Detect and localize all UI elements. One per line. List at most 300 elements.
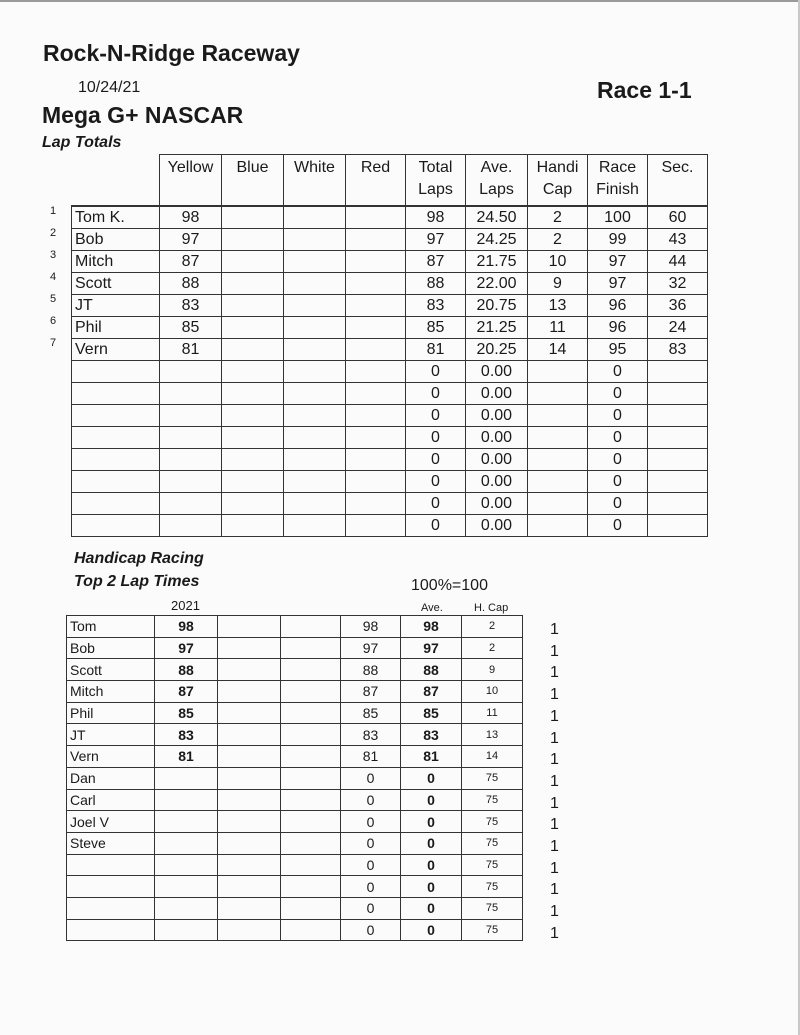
lap-totals-row	[72, 493, 708, 515]
hc-cell-hcap: 75	[462, 919, 523, 941]
hc-cell-lap: 0	[341, 767, 401, 789]
cell-sec	[648, 471, 708, 493]
lap-totals-row	[72, 273, 708, 295]
cell-finish: 95	[588, 339, 648, 361]
lap-totals-row	[72, 471, 708, 493]
hc-cell-lap: 97	[341, 637, 401, 659]
hc-cell-c4	[281, 746, 341, 768]
race-flag: 1	[550, 621, 559, 638]
hc-cell-hcap: 75	[462, 811, 523, 833]
cell-sec	[648, 515, 708, 537]
hc-cell-c3	[218, 724, 281, 746]
cell-finish: 0	[588, 515, 648, 537]
cell-total: 0	[406, 449, 466, 471]
cell-yellow	[160, 405, 222, 427]
hc-cell-best	[155, 832, 218, 854]
hc-cell-ave: 0	[401, 789, 462, 811]
cell-ave: 0.00	[466, 471, 528, 493]
hc-cell-c3	[218, 832, 281, 854]
cell-handicap	[528, 471, 588, 493]
cell-white	[284, 405, 346, 427]
cell-total: 98	[406, 206, 466, 229]
header-yellow: Yellow	[160, 155, 222, 207]
cell-handicap	[528, 427, 588, 449]
cell-ave: 0.00	[466, 383, 528, 405]
race-number: Race 1-1	[597, 77, 692, 103]
header-total-laps: Total Laps	[406, 155, 466, 207]
cell-blue	[222, 251, 284, 273]
hc-cell-c3	[218, 919, 281, 941]
handicap-row	[67, 637, 523, 659]
cell-white	[284, 361, 346, 383]
cell-finish: 0	[588, 449, 648, 471]
hc-cell-best	[155, 897, 218, 919]
hc-cell-best: 87	[155, 681, 218, 703]
header-white: White	[284, 155, 346, 207]
cell-finish: 96	[588, 317, 648, 339]
hc-cell-best: 85	[155, 702, 218, 724]
cell-yellow	[160, 449, 222, 471]
hc-cell-c4	[281, 681, 341, 703]
cell-blue	[222, 471, 284, 493]
hc-cell-hcap: 13	[462, 724, 523, 746]
cell-name: Phil	[72, 317, 160, 339]
cell-sec	[648, 493, 708, 515]
cell-blue	[222, 361, 284, 383]
handicap-row	[67, 919, 523, 941]
cell-ave: 20.25	[466, 339, 528, 361]
hc-cell-ave: 98	[401, 616, 462, 638]
cell-white	[284, 251, 346, 273]
hc-cell-hcap: 2	[462, 637, 523, 659]
cell-ave: 0.00	[466, 361, 528, 383]
cell-finish: 97	[588, 273, 648, 295]
cell-handicap	[528, 515, 588, 537]
header-blank	[72, 155, 160, 207]
hc-cell-ave: 0	[401, 832, 462, 854]
cell-ave: 21.25	[466, 317, 528, 339]
hc-cell-hcap: 75	[462, 897, 523, 919]
race-flag: 1	[550, 816, 559, 834]
race-flag: 1	[550, 838, 559, 855]
cell-yellow: 97	[160, 229, 222, 251]
cell-blue	[222, 295, 284, 317]
hc-cell-c4	[281, 897, 341, 919]
cell-name: Bob	[72, 229, 160, 251]
cell-finish: 0	[588, 471, 648, 493]
cell-sec: 60	[648, 206, 708, 229]
hc-cell-best	[155, 789, 218, 811]
cell-name: Mitch	[72, 251, 160, 273]
hc-cell-c4	[281, 659, 341, 681]
race-flag: 1	[550, 772, 559, 790]
cell-handicap	[528, 449, 588, 471]
hc-cell-c4	[281, 702, 341, 724]
cell-ave: 20.75	[466, 295, 528, 317]
cell-total: 0	[406, 383, 466, 405]
cell-red	[346, 317, 406, 339]
cell-ave: 21.75	[466, 251, 528, 273]
hc-cell-best: 98	[155, 616, 218, 638]
lap-totals-row	[72, 405, 708, 427]
cell-ave: 0.00	[466, 405, 528, 427]
header-ave-laps: Ave. Laps	[466, 155, 528, 207]
lap-totals-row	[72, 206, 708, 229]
hc-cell-c4	[281, 832, 341, 854]
cell-white	[284, 339, 346, 361]
hc-cell-lap: 0	[341, 854, 401, 876]
hc-cell-name: Tom	[67, 616, 155, 638]
cell-yellow	[160, 361, 222, 383]
season-year: 2021	[171, 598, 200, 613]
hc-cell-lap: 98	[341, 616, 401, 638]
cell-yellow: 88	[160, 273, 222, 295]
race-flag: 1	[550, 751, 559, 769]
lap-totals-row	[72, 361, 708, 383]
row-number: 4	[50, 271, 57, 283]
lap-totals-row	[72, 317, 708, 339]
hc-cell-c3	[218, 637, 281, 659]
header-red: Red	[346, 155, 406, 207]
hc-cell-c3	[218, 897, 281, 919]
handicap-row	[67, 659, 523, 681]
cell-sec: 83	[648, 339, 708, 361]
hc-cell-c3	[218, 854, 281, 876]
cell-red	[346, 339, 406, 361]
cell-handicap	[528, 361, 588, 383]
cell-yellow	[160, 471, 222, 493]
venue-title: Rock-N-Ridge Raceway	[43, 40, 300, 66]
cell-total: 0	[406, 405, 466, 427]
cell-sec	[648, 383, 708, 405]
hc-cell-c3	[218, 811, 281, 833]
handicap-row	[67, 616, 523, 638]
header-blue: Blue	[222, 155, 284, 207]
hc-cell-name	[67, 897, 155, 919]
cell-white	[284, 449, 346, 471]
cell-finish: 97	[588, 251, 648, 273]
handicap-row	[67, 724, 523, 746]
cell-blue	[222, 273, 284, 295]
cell-finish: 0	[588, 427, 648, 449]
cell-red	[346, 493, 406, 515]
race-date: 10/24/21	[78, 79, 141, 96]
hc-cell-best	[155, 811, 218, 833]
hc-cell-name: JT	[67, 724, 155, 746]
cell-total: 0	[406, 361, 466, 383]
hc-cell-ave: 0	[401, 897, 462, 919]
cell-white	[284, 295, 346, 317]
cell-yellow: 83	[160, 295, 222, 317]
cell-handicap	[528, 383, 588, 405]
hc-cell-hcap: 9	[462, 659, 523, 681]
cell-white	[284, 427, 346, 449]
cell-finish: 0	[588, 405, 648, 427]
hc-cell-c4	[281, 724, 341, 746]
cell-total: 0	[406, 515, 466, 537]
hc-cell-name	[67, 876, 155, 898]
cell-white	[284, 383, 346, 405]
cell-blue	[222, 317, 284, 339]
race-flag: 1	[550, 924, 559, 942]
cell-finish: 0	[588, 493, 648, 515]
cell-red	[346, 405, 406, 427]
lap-totals-table	[71, 154, 708, 537]
hc-cell-c3	[218, 702, 281, 724]
hc-cell-c4	[281, 876, 341, 898]
hc-cell-lap: 83	[341, 724, 401, 746]
cell-white	[284, 206, 346, 229]
lap-totals-row	[72, 427, 708, 449]
hc-cell-hcap: 75	[462, 832, 523, 854]
cell-red	[346, 273, 406, 295]
handicap-row	[67, 702, 523, 724]
cell-sec: 44	[648, 251, 708, 273]
cell-handicap: 9	[528, 273, 588, 295]
cell-yellow	[160, 515, 222, 537]
hc-cell-lap: 81	[341, 746, 401, 768]
cell-blue	[222, 229, 284, 251]
hc-cell-ave: 85	[401, 702, 462, 724]
handicap-row	[67, 876, 523, 898]
hc-cell-best	[155, 876, 218, 898]
cell-name	[72, 515, 160, 537]
hc-cell-name	[67, 919, 155, 941]
hc-cell-c4	[281, 811, 341, 833]
cell-red	[346, 449, 406, 471]
hc-cell-name: Vern	[67, 746, 155, 768]
handicap-row	[67, 681, 523, 703]
cell-finish: 100	[588, 206, 648, 229]
cell-white	[284, 515, 346, 537]
cell-total: 0	[406, 427, 466, 449]
cell-total: 88	[406, 273, 466, 295]
race-flag: 1	[550, 729, 559, 747]
hc-cell-name: Mitch	[67, 681, 155, 703]
cell-ave: 24.50	[466, 206, 528, 229]
handicap-row	[67, 832, 523, 854]
cell-total: 87	[406, 251, 466, 273]
hc-cell-best: 88	[155, 659, 218, 681]
race-flag: 1	[550, 686, 559, 704]
cell-name	[72, 383, 160, 405]
handicap-row	[67, 746, 523, 768]
hc-cell-hcap: 75	[462, 876, 523, 898]
hc-cell-lap: 0	[341, 811, 401, 833]
hc-cell-name: Phil	[67, 702, 155, 724]
cell-blue	[222, 405, 284, 427]
cell-sec	[648, 427, 708, 449]
cell-handicap: 14	[528, 339, 588, 361]
cell-name: JT	[72, 295, 160, 317]
cell-white	[284, 317, 346, 339]
cell-ave: 0.00	[466, 515, 528, 537]
ave-label: Ave.	[421, 602, 443, 614]
row-number: 5	[50, 293, 57, 305]
cell-handicap	[528, 493, 588, 515]
cell-sec: 24	[648, 317, 708, 339]
cell-white	[284, 229, 346, 251]
hc-cell-lap: 88	[341, 659, 401, 681]
hc-cell-ave: 0	[401, 854, 462, 876]
hc-cell-best	[155, 767, 218, 789]
lap-totals-heading: Lap Totals	[42, 134, 122, 151]
hc-cell-c3	[218, 876, 281, 898]
hc-cell-c4	[281, 616, 341, 638]
cell-yellow	[160, 427, 222, 449]
hc-cell-ave: 0	[401, 767, 462, 789]
hc-cell-c3	[218, 681, 281, 703]
cell-yellow: 81	[160, 339, 222, 361]
lap-totals-row	[72, 295, 708, 317]
cell-blue	[222, 493, 284, 515]
hc-cell-best: 97	[155, 637, 218, 659]
hc-cell-best	[155, 854, 218, 876]
hc-cell-c3	[218, 767, 281, 789]
cell-yellow	[160, 383, 222, 405]
hc-cell-name	[67, 854, 155, 876]
cell-finish: 0	[588, 361, 648, 383]
cell-red	[346, 427, 406, 449]
hc-cell-lap: 85	[341, 702, 401, 724]
cell-white	[284, 273, 346, 295]
header-sec: Sec.	[648, 155, 708, 207]
cell-handicap: 2	[528, 229, 588, 251]
cell-sec: 43	[648, 229, 708, 251]
hc-cell-best	[155, 919, 218, 941]
cell-red	[346, 251, 406, 273]
race-flag: 1	[550, 903, 559, 921]
hc-cell-name: Dan	[67, 767, 155, 789]
lap-totals-row	[72, 229, 708, 251]
cell-red	[346, 361, 406, 383]
row-number: 6	[50, 315, 57, 327]
handicap-row	[67, 854, 523, 876]
cell-blue	[222, 383, 284, 405]
hc-cell-ave: 88	[401, 659, 462, 681]
cell-handicap: 10	[528, 251, 588, 273]
cell-yellow: 85	[160, 317, 222, 339]
cell-handicap: 11	[528, 317, 588, 339]
cell-sec: 32	[648, 273, 708, 295]
cell-total: 83	[406, 295, 466, 317]
cell-total: 97	[406, 229, 466, 251]
lap-totals-header-row	[72, 155, 708, 207]
race-flag: 1	[550, 642, 559, 660]
handicap-table	[66, 615, 523, 941]
hc-cell-hcap: 75	[462, 854, 523, 876]
cell-white	[284, 493, 346, 515]
cell-total: 0	[406, 471, 466, 493]
lap-totals-row	[72, 251, 708, 273]
cell-ave: 0.00	[466, 427, 528, 449]
cell-ave: 0.00	[466, 449, 528, 471]
hc-cell-name: Carl	[67, 789, 155, 811]
cell-blue	[222, 339, 284, 361]
handicap-body	[67, 616, 523, 941]
hc-cell-name: Joel V	[67, 811, 155, 833]
row-number: 1	[50, 205, 57, 217]
hc-cell-ave: 97	[401, 637, 462, 659]
hc-cell-name: Bob	[67, 637, 155, 659]
cell-ave: 0.00	[466, 493, 528, 515]
cell-finish: 99	[588, 229, 648, 251]
hc-cell-c3	[218, 789, 281, 811]
cell-name	[72, 361, 160, 383]
hc-cell-lap: 87	[341, 681, 401, 703]
series-title: Mega G+ NASCAR	[42, 102, 244, 128]
race-flag: 1	[550, 881, 559, 899]
hc-cell-ave: 87	[401, 681, 462, 703]
row-number: 2	[50, 227, 57, 239]
cell-red	[346, 515, 406, 537]
cell-sec	[648, 405, 708, 427]
hc-cell-best: 83	[155, 724, 218, 746]
cell-total: 81	[406, 339, 466, 361]
row-number: 3	[50, 249, 57, 261]
cell-ave: 24.25	[466, 229, 528, 251]
ratio-label: 100%=100	[411, 577, 488, 594]
hc-cell-name: Scott	[67, 659, 155, 681]
hc-cell-hcap: 10	[462, 681, 523, 703]
cell-yellow: 98	[160, 206, 222, 229]
hc-cell-c3	[218, 616, 281, 638]
cell-total: 0	[406, 493, 466, 515]
handicap-row	[67, 789, 523, 811]
hc-cell-ave: 0	[401, 919, 462, 941]
cell-red	[346, 229, 406, 251]
handicap-row	[67, 897, 523, 919]
cell-name: Vern	[72, 339, 160, 361]
cell-handicap: 13	[528, 295, 588, 317]
hc-cell-lap: 0	[341, 919, 401, 941]
cell-red	[346, 206, 406, 229]
hc-cell-hcap: 14	[462, 746, 523, 768]
hc-cell-lap: 0	[341, 876, 401, 898]
handicap-row	[67, 811, 523, 833]
race-flag: 1	[550, 664, 559, 682]
lap-totals-body	[72, 206, 708, 537]
race-flag: 1	[550, 794, 559, 812]
hc-cell-lap: 0	[341, 789, 401, 811]
hc-cell-hcap: 75	[462, 767, 523, 789]
hc-cell-ave: 0	[401, 876, 462, 898]
race-flag: 1	[550, 707, 559, 725]
cell-ave: 22.00	[466, 273, 528, 295]
cell-blue	[222, 427, 284, 449]
cell-name	[72, 471, 160, 493]
cell-name	[72, 493, 160, 515]
cell-name	[72, 449, 160, 471]
cell-name	[72, 427, 160, 449]
cell-finish: 0	[588, 383, 648, 405]
hc-cell-hcap: 2	[462, 616, 523, 638]
cell-sec	[648, 361, 708, 383]
hc-cell-hcap: 11	[462, 702, 523, 724]
hc-cell-c3	[218, 746, 281, 768]
cell-handicap	[528, 405, 588, 427]
hc-cell-c4	[281, 919, 341, 941]
race-flag: 1	[550, 859, 559, 877]
hc-cell-lap: 0	[341, 832, 401, 854]
cell-handicap: 2	[528, 206, 588, 229]
header-race-finish: Race Finish	[588, 155, 648, 207]
hc-cell-c3	[218, 659, 281, 681]
cell-white	[284, 471, 346, 493]
cell-sec: 36	[648, 295, 708, 317]
lap-totals-row	[72, 515, 708, 537]
cell-total: 85	[406, 317, 466, 339]
